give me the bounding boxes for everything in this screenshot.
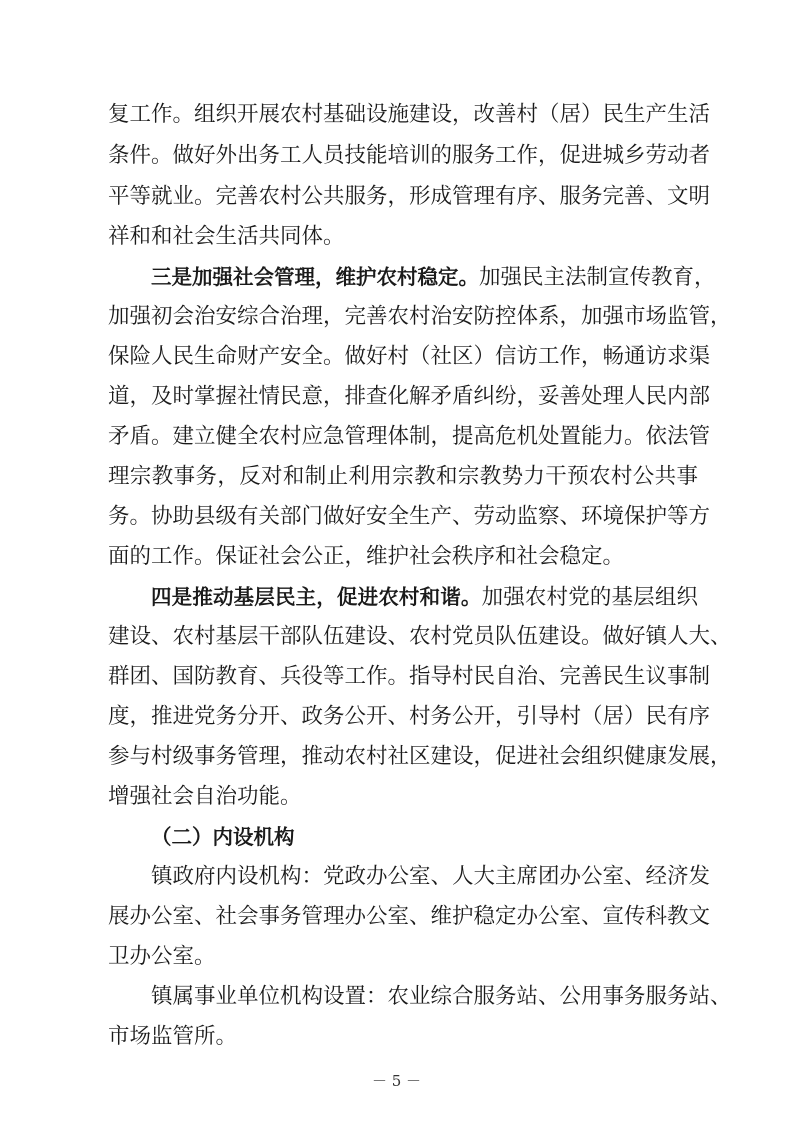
paragraph-line: 加强初会治安综合治理，完善农村治安防控体系，加强市场监管， <box>108 304 732 329</box>
paragraph-text: 加强民主法制宣传教育， <box>479 265 716 290</box>
paragraph-first-line <box>151 262 716 293</box>
paragraph-text: 加强农村党的基层组织 <box>481 585 698 610</box>
paragraph-line: 市场监管所。 <box>108 1024 238 1049</box>
paragraph-line: 展办公室、社会事务管理办公室、维护稳定办公室、宣传科教文 <box>108 904 711 929</box>
paragraph-line: 面的工作。保证社会公正，维护社会秩序和社会稳定。 <box>108 544 625 569</box>
paragraph-line: 增强社会自治功能。 <box>108 784 302 809</box>
paragraph-first-line: 镇属事业单位机构设置：农业综合服务站、公用事务服务站、 <box>151 984 732 1009</box>
paragraph-line: 务。协助县级有关部门做好安全生产、劳动监察、环境保护等方 <box>108 504 711 529</box>
section-heading: （二）内设机构 <box>151 825 295 849</box>
page-number: － 5 － <box>371 1072 422 1090</box>
paragraph-line: 复工作。组织开展农村基础设施建设，改善村（居）民生产生活 <box>108 102 711 127</box>
paragraph-heading: 四是推动基层民主，促进农村和谐。 <box>151 585 482 609</box>
paragraph-line: 保险人民生命财产安全。做好村（社区）信访工作，畅通访求渠 <box>108 344 711 369</box>
paragraph-line: 条件。做好外出务工人员技能培训的服务工作，促进城乡劳动者 <box>108 143 711 168</box>
paragraph-first-line <box>151 582 698 613</box>
paragraph-heading: 三是加强社会管理，维护农村稳定。 <box>151 265 479 289</box>
paragraph-line: 理宗教事务，反对和制止利用宗教和宗教势力干预农村公共事 <box>108 464 698 489</box>
paragraph-line: 度，推进党务分开、政务公开、村务公开，引导村（居）民有序 <box>108 704 711 729</box>
paragraph-line: 建设、农村基层干部队伍建设、农村党员队伍建设。做好镇人大、 <box>108 624 732 649</box>
paragraph-line: 平等就业。完善农村公共服务，形成管理有序、服务完善、文明 <box>108 184 711 209</box>
paragraph-first-line: 镇政府内设机构：党政办公室、人大主席团办公室、经济发 <box>151 864 711 889</box>
paragraph-line: 祥和和社会生活共同体。 <box>108 224 345 249</box>
paragraph-line: 道，及时掌握社情民意，排查化解矛盾纠纷，妥善处理人民内部 <box>108 384 711 409</box>
paragraph-line: 参与村级事务管理，推动农村社区建设，促进社会组织健康发展， <box>108 744 732 769</box>
paragraph-line: 群团、国防教育、兵役等工作。指导村民自治、完善民生议事制 <box>108 664 711 689</box>
paragraph-line: 卫办公室。 <box>108 944 216 969</box>
paragraph-line: 矛盾。建立健全农村应急管理体制，提高危机处置能力。依法管 <box>108 424 711 449</box>
